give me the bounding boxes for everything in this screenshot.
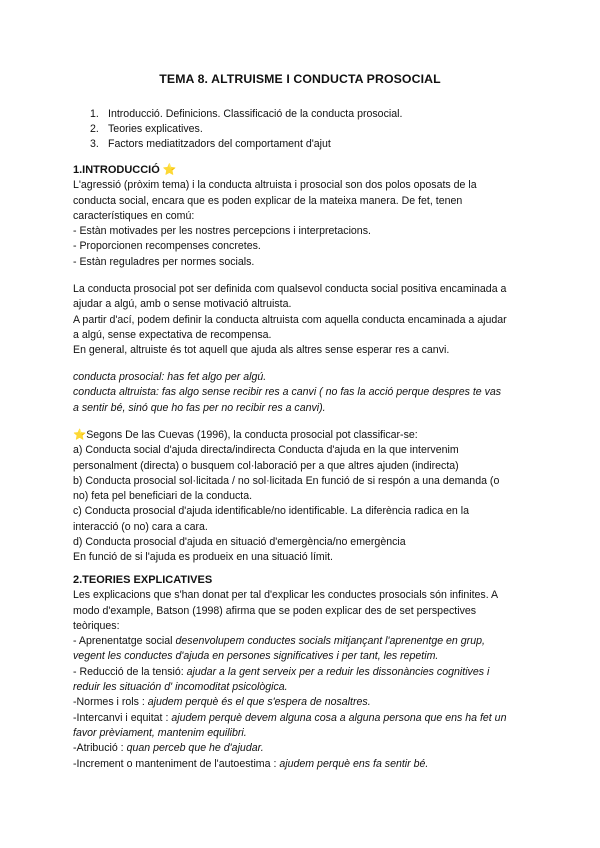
theory-desc: vegent les conductes d'ajuda en persones significatives i per tant, les repetim. <box>73 650 439 663</box>
section-heading <box>73 163 533 178</box>
theory-desc: favor prèviament, mantenim equilibri. <box>73 726 247 739</box>
note-line: conducta altruista: fas algo sense recibir res a canvi ( no fas la acció perque despres te vas <box>73 386 502 399</box>
paragraph-line: L'agressió (pròxim tema) i la conducta altruista i prosocial son dos polos oposats de la <box>73 179 477 192</box>
theory-name: -Intercanvi i equitat : <box>73 711 172 724</box>
paragraph-line: Les explicacions que s'han donat per tal d'explicar les conductes prosocials són infinites. A <box>73 589 499 602</box>
theory-line <box>73 649 533 664</box>
star-icon: ⭐ <box>162 164 177 176</box>
classification-block <box>73 428 533 566</box>
section-heading: 2.TEORIES EXPLICATIVES <box>73 574 213 586</box>
paragraph-line: teòriques: <box>73 619 120 632</box>
lead-text: Segons De las Cuevas (1996), la conducta prosocial pot classificar-se: <box>86 429 418 441</box>
star-icon: ⭐ <box>73 429 87 441</box>
theory-desc: ajudem perquè és el que s'espera de nosaltres. <box>147 696 371 709</box>
section-1 <box>73 163 533 270</box>
theory-name: -Normes i rols : <box>73 696 148 709</box>
toc-item <box>90 137 402 152</box>
classification-lead <box>73 428 533 443</box>
paragraph-line: c) Conducta prosocial d'ajuda identificable/no identificable. La diferència radica en la <box>73 505 470 518</box>
paragraph-line: a algú, sense expectativa de recompensa. <box>73 328 272 341</box>
toc-number: 3. <box>90 138 99 150</box>
paragraph-line: En funció de si l'ajuda es produeix en una situació límit. <box>73 551 333 564</box>
toc-number: 2. <box>90 123 99 135</box>
toc-item <box>90 122 402 137</box>
paragraph-line: a) Conducta social d'ajuda directa/indirecta Conducta d'ajuda en la que intervenim <box>73 444 459 457</box>
theory-desc: reduir les situación d' incomoditat psicològica. <box>73 681 288 694</box>
toc-item <box>90 107 402 122</box>
page-title: TEMA 8. ALTRUISME I CONDUCTA PROSOCIAL <box>159 72 441 86</box>
note-line: a sentir bé, sinó que ho fas per no recibir res a canvi). <box>73 401 326 414</box>
toc-text: Introducció. Definicions. Classificació de la conducta prosocial. <box>108 108 403 120</box>
theory-desc: ajudar a la gent serveix per a reduir les dissonàncies cognitives i <box>186 665 490 678</box>
theory-line <box>73 695 533 710</box>
theory-line <box>73 680 533 695</box>
theory-desc: ajudem perquè devem alguna cosa a alguna persona que ens ha fet un <box>171 711 507 724</box>
theory-desc: desenvolupem conductes socials mitjançant l'aprenentge en grup, <box>175 635 485 648</box>
theory-line <box>73 757 533 772</box>
toc-text: Factors mediatitzadors del comportament d'ajut <box>108 138 331 150</box>
paragraph-line: b) Conducta prosocial sol·licitada / no sol·licitada En funció de si respón a una demanda (o <box>73 474 500 487</box>
paragraph-line: - Estàn motivades per les nostres percepcions i interpretacions. <box>73 225 371 238</box>
theory-line <box>73 665 533 680</box>
paragraph-line: - Proporcionen recompenses concretes. <box>73 240 261 253</box>
theory-name: - Aprenentatge social <box>73 635 176 648</box>
toc-number: 1. <box>90 108 99 120</box>
paragraph-line: d) Conducta prosocial d'ajuda en situació d'emergència/no emergència <box>73 536 406 549</box>
note-line: conducta prosocial: has fet algo per algú. <box>73 371 267 383</box>
theory-line <box>73 711 533 726</box>
theory-desc: quan perceb que he d'ajudar. <box>126 742 264 755</box>
paragraph-line: A partir d'ací, podem definir la conducta altruista com aquella conducta encaminada a ajudar <box>73 313 507 326</box>
notes-block <box>73 370 533 416</box>
paragraph-line: modo d'example, Batson (1998) afirma que se poden explicar des de set perspectives <box>73 604 477 617</box>
theory-name: -Atribució : <box>73 742 127 755</box>
paragraph-line: La conducta prosocial pot ser definida com qualsevol conducta social positiva encaminada a <box>73 283 507 295</box>
theory-name: - Reducció de la tensió: <box>73 665 187 678</box>
paragraph-line: interacció (o no) cara a cara. <box>73 520 208 533</box>
paragraph-line: personalment (directa) o busquem col·laboració per a que altres ajuden (indirecta) <box>73 459 459 472</box>
paragraph-line: característiques en comú: <box>73 209 195 222</box>
paragraph-line: - Estàn reguladres per normes socials. <box>73 255 255 268</box>
theory-desc: ajudem perquè ens fa sentir bé. <box>279 757 429 770</box>
paragraph-line: ajudar a algú, amb o sense motivació altruista. <box>73 298 292 311</box>
paragraph-line: conducta social, encara que es poden explicar de la mateixa manera. De fet, tenen <box>73 194 463 207</box>
paragraph-definitions <box>73 282 533 358</box>
paragraph-line: no) feta pel beneficiari de la conducta. <box>73 490 253 503</box>
theory-name: -Increment o manteniment de l'autoestima : <box>73 757 280 770</box>
theory-line <box>73 741 533 756</box>
section-2 <box>73 573 533 772</box>
theory-line <box>73 726 533 741</box>
paragraph-line: En general, altruiste és tot aquell que ajuda als altres sense esperar res a canvi. <box>73 344 450 357</box>
table-of-contents <box>90 107 402 152</box>
toc-text: Teories explicatives. <box>108 123 203 135</box>
theory-line <box>73 634 533 649</box>
section-heading-text: 1.INTRODUCCIÓ <box>73 164 160 176</box>
